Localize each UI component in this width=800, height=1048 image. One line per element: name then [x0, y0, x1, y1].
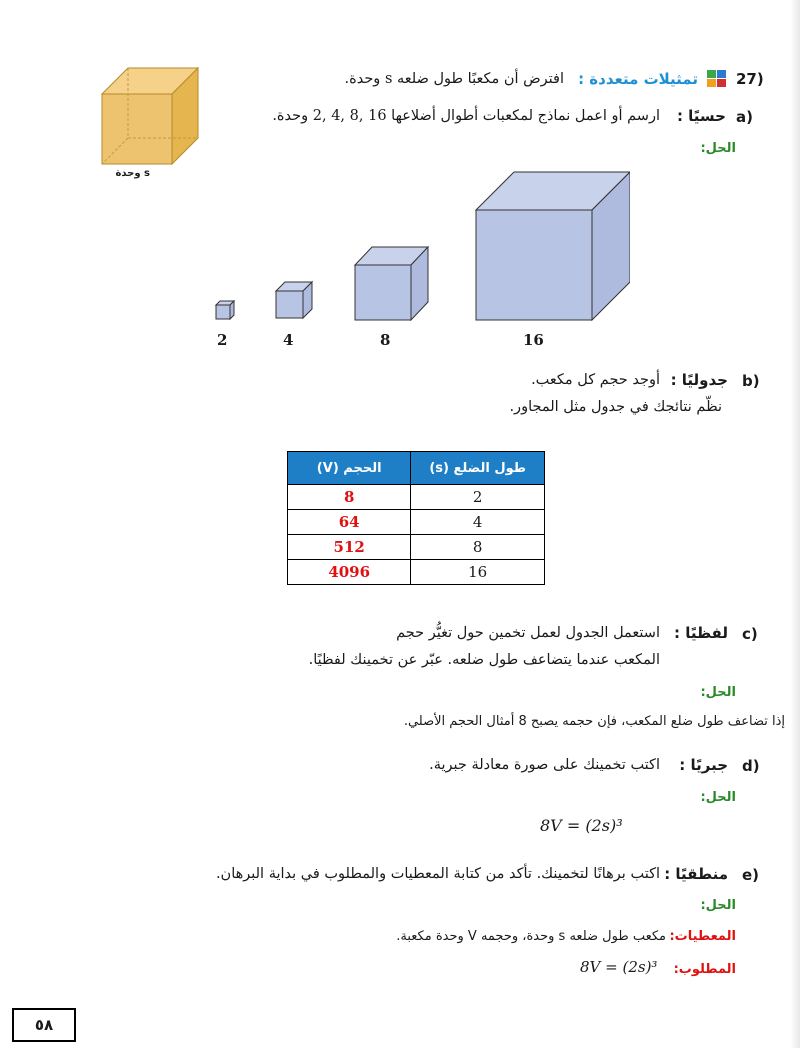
table-cell-side: 8 [411, 535, 545, 560]
part-c-label: لفظيًا : [673, 624, 728, 642]
volume-table [287, 451, 545, 585]
cube-label-8: 8 [380, 331, 391, 349]
part-c-answer: إذا تضاعف طول ضلع المكعب، فإن حجمه يصبح 8 أمثال الحجم الأصلي. [403, 714, 785, 729]
table-row [288, 485, 545, 510]
cube-8 [355, 247, 428, 320]
part-e-solution-label: الحل: [700, 898, 736, 913]
part-b-line2: نظّم نتائجك في جدول مثل المجاور. [509, 399, 722, 415]
table-header-volume: الحجم (V) [288, 452, 411, 485]
part-a-letter: a) [736, 108, 753, 126]
puzzle-icon [706, 68, 728, 88]
table-cell-volume: 512 [288, 535, 411, 560]
cube-label-4: 4 [283, 331, 294, 349]
question-title: تمثيلات متعددة : [578, 70, 698, 88]
givens-label: المعطيات: [669, 929, 736, 944]
part-c-line1: استعمل الجدول لعمل تخمين حول تغيُّر حجم [396, 625, 660, 641]
cubes-drawing [210, 170, 630, 334]
question-intro: افترض أن مكعبًا طول ضلعه s وحدة. [344, 71, 564, 87]
part-a-text: ارسم أو اعمل نماذج لمكعبات أطوال أضلاعها 16 ,8 ,4 ,2 وحدة. [272, 108, 660, 124]
part-e-label: منطقيًا : [664, 865, 728, 883]
reference-cube-illustration [98, 64, 202, 172]
table-header-side: طول الضلع (s) [411, 452, 545, 485]
part-d-label: جبريًا : [679, 756, 728, 774]
question-number: 27) [736, 70, 764, 88]
part-c-solution-label: الحل: [700, 685, 736, 700]
part-d-solution-label: الحل: [700, 790, 736, 805]
cube-4 [276, 282, 312, 318]
part-c-letter: c) [742, 625, 758, 643]
part-e-text: اكتب برهانًا لتخمينك. تأكد من كتابة المعطيات والمطلوب في بداية البرهان. [215, 866, 660, 882]
part-a-label: حسيًا : [676, 107, 726, 125]
givens-text: مكعب طول ضلعه s وحدة، وحجمه V وحدة مكعبة. [396, 929, 666, 944]
page-number: ٥٨ [12, 1008, 76, 1042]
part-e-letter: e) [742, 866, 760, 884]
part-d-text: اكتب تخمينك على صورة معادلة جبرية. [429, 757, 660, 773]
part-a-solution-label: الحل: [700, 141, 736, 156]
table-cell-volume: 4096 [288, 560, 411, 585]
part-b-label: جدوليًا : [670, 371, 728, 389]
table-cell-side: 2 [411, 485, 545, 510]
part-b-letter: b) [742, 372, 760, 390]
page-edge-shadow [790, 0, 800, 1048]
table-header-row [288, 452, 545, 485]
cube-16 [476, 172, 630, 320]
cube-2 [216, 301, 234, 319]
cube-label-2: 2 [217, 331, 228, 349]
part-d-equation: 8V = (2s)³ [540, 816, 623, 835]
table-cell-volume: 8 [288, 485, 411, 510]
part-b-line1: أوجد حجم كل مكعب. [531, 372, 660, 388]
part-d-letter: d) [742, 757, 760, 775]
table-cell-side: 4 [411, 510, 545, 535]
table-row [288, 535, 545, 560]
required-label: المطلوب: [673, 962, 736, 977]
part-c-line2: المكعب عندما يتضاعف طول ضلعه. عبّر عن تخمينك لفظيًا. [308, 652, 660, 668]
reference-cube-label: s وحدة [115, 168, 150, 179]
table-cell-side: 16 [411, 560, 545, 585]
required-equation: 8V = (2s)³ [580, 958, 658, 976]
table-cell-volume: 64 [288, 510, 411, 535]
table-row [288, 510, 545, 535]
cube-label-16: 16 [523, 331, 544, 349]
table-row [288, 560, 545, 585]
